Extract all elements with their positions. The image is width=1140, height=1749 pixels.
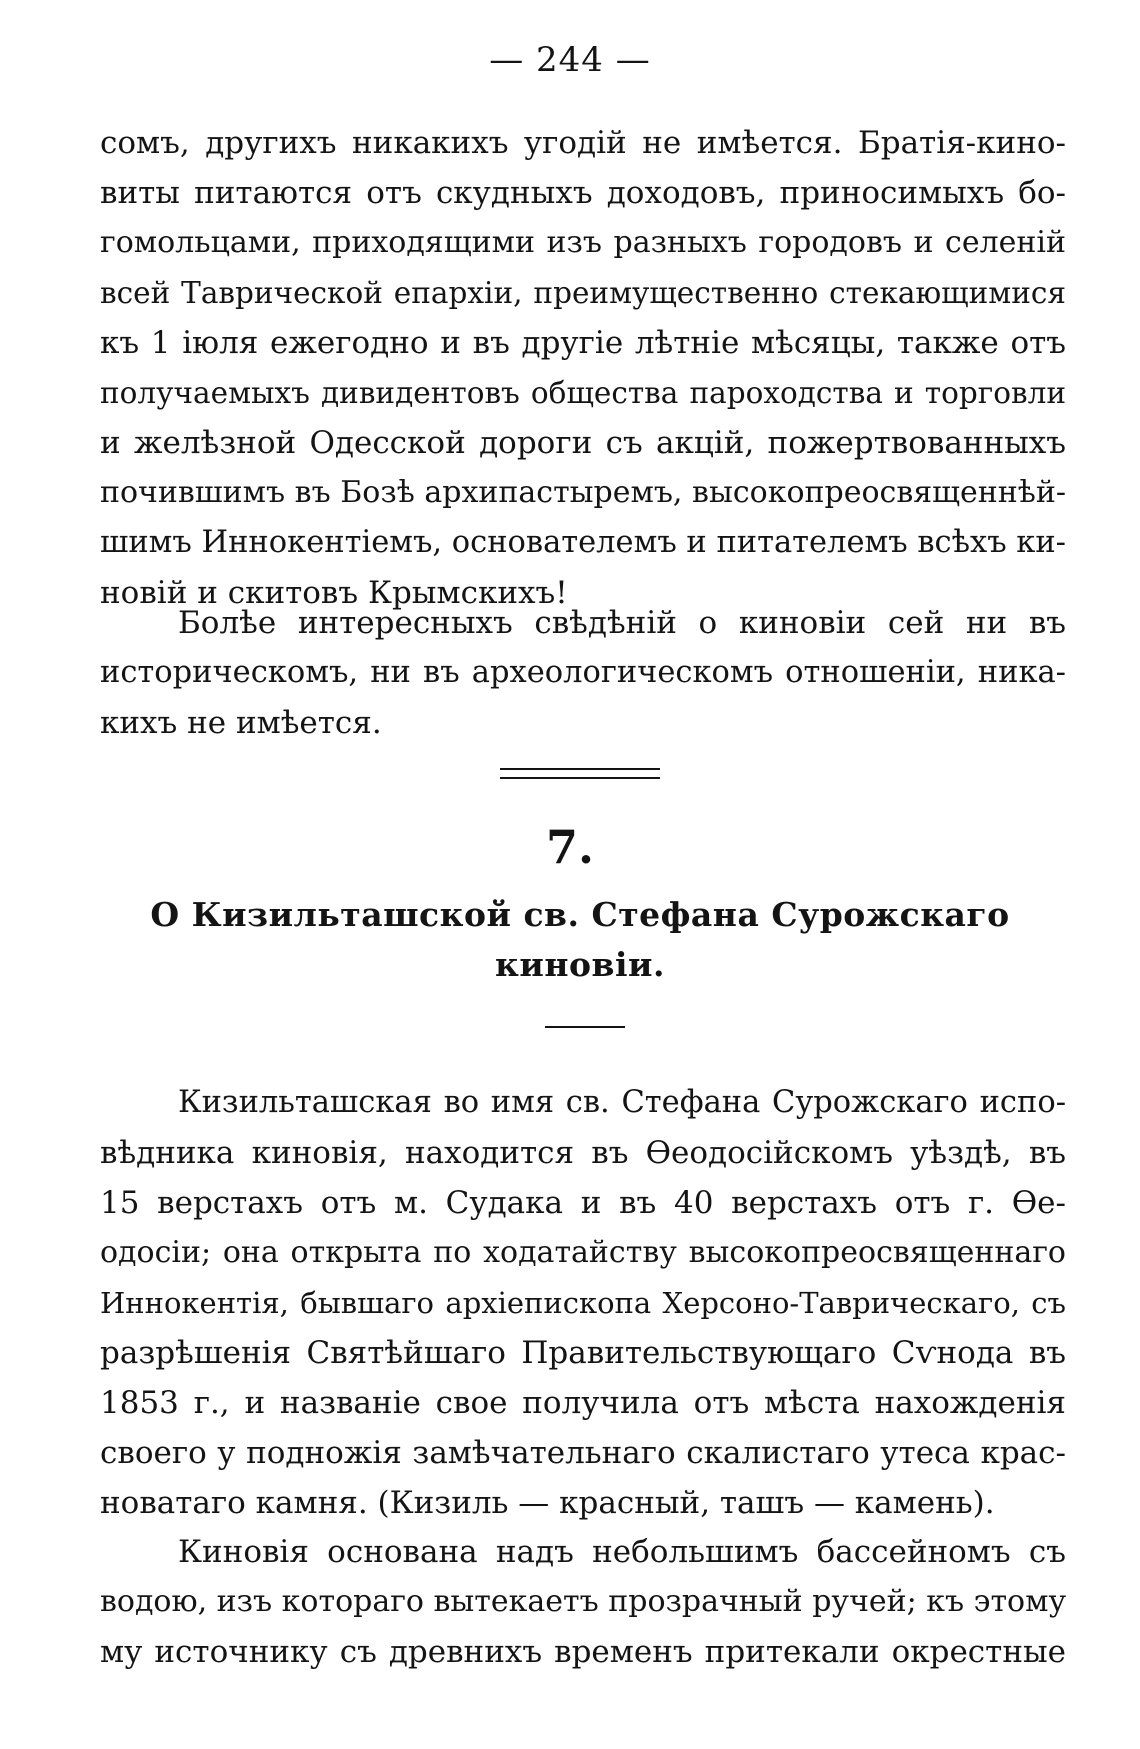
text-line: Иннокентія, бывшаго архіепископа Херсоно-Таврическаго, съ <box>100 1286 1066 1320</box>
text-line: виты питаются отъ скудныхъ доходовъ, приносимыхъ бо- <box>100 175 1066 211</box>
text-line: Болѣе интересныхъ свѣдѣній о киновіи сей ни въ <box>178 605 1066 641</box>
text-line: Киновія основана надъ небольшимъ бассейномъ съ <box>178 1534 1066 1570</box>
text-line: вѣдника киновія, находится въ Ѳеодосійскомъ уѣздѣ, въ <box>100 1135 1066 1171</box>
text-line: 15 верстахъ отъ м. Судака и въ 40 верстахъ отъ г. Ѳе- <box>100 1185 1066 1221</box>
page-number: — 244 — <box>489 40 651 80</box>
text-line: кихъ не имѣется. <box>100 705 382 741</box>
text-line: историческомъ, ни въ археологическомъ отношеніи, ника- <box>100 655 1066 690</box>
text-line: своего у подножія замѣчательнаго скалистаго утеса крас- <box>100 1435 1066 1471</box>
text-line: сомъ, другихъ никакихъ угодій не имѣется. Братія-кино- <box>100 125 1066 161</box>
section-paragraph-2 <box>100 1527 1066 1677</box>
text-line: получаемыхъ дивидентовъ общества пароходства и торговли <box>100 376 1066 410</box>
closing-paragraph <box>100 598 1066 748</box>
text-line: шимъ Иннокентіемъ, основателемъ и питателемъ всѣхъ ки- <box>100 525 1066 560</box>
text-line: всей Таврической епархіи, преимущественно стекающимися <box>100 276 1066 310</box>
text-line: одосіи; она открыта по ходатайству высокопреосвященнаго <box>100 1235 1066 1270</box>
section-divider-double-rule <box>500 768 660 779</box>
text-line: 1853 г., и названіе свое получила отъ мѣста нахожденія <box>100 1385 1066 1421</box>
text-line: Кизильташская во имя св. Стефана Сурожскаго испо- <box>178 1085 1066 1120</box>
text-line: и желѣзной Одесской дороги съ акцій, пожертвованныхъ <box>100 425 1066 461</box>
text-line: новій и скитовъ Крымскихъ! <box>100 575 568 611</box>
section-number: 7. <box>545 820 595 874</box>
title-underline-rule <box>545 1026 625 1028</box>
text-line: почившимъ въ Бозѣ архипастыремъ, высокопреосвященнѣй- <box>100 475 1066 510</box>
text-line: му источнику съ древнихъ временъ притекали окрестные <box>100 1634 1066 1670</box>
text-line: разрѣшенія Святѣйшаго Правительствующаго Сѵнода въ <box>100 1335 1066 1371</box>
text-line: водою, изъ котораго вытекаетъ прозрачный ручей; къ этому <box>100 1584 1067 1619</box>
section-title-line: О Кизильташской св. Стефана Сурожскаго <box>150 895 1010 934</box>
section-title-line: киновіи. <box>495 945 665 984</box>
text-line: къ 1 іюля ежегодно и въ другіе лѣтніе мѣсяцы, также отъ <box>100 325 1066 361</box>
section-title <box>120 890 1040 990</box>
continuation-paragraph <box>100 118 1066 618</box>
section-paragraph-1 <box>100 1078 1066 1528</box>
text-line: новатаго камня. (Кизиль — красный, ташъ — камень). <box>100 1485 995 1521</box>
text-line: гомольцами, приходящими изъ разныхъ городовъ и селеній <box>100 225 1066 260</box>
